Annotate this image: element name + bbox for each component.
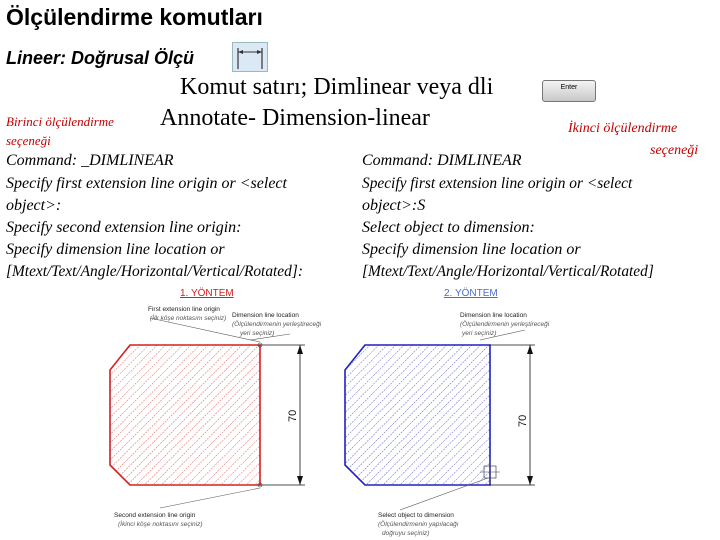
page-subtitle: Lineer: Doğrusal Ölçü — [6, 48, 195, 68]
m1-label-top: First extension line origin — [148, 306, 220, 313]
m1-label-mid-tr2: yeri seçiniz) — [240, 330, 275, 337]
dimlinear-icon — [232, 42, 268, 72]
left-line-1: Command: _DIMLINEAR — [6, 152, 174, 169]
right-line-4: Select object to dimension: — [362, 219, 535, 236]
right-option-line2: seçeneği — [650, 143, 699, 158]
right-line-6: [Mtext/Text/Angle/Horizontal/Vertical/Rotated] — [362, 263, 654, 280]
m2-dimension-value: 70 — [517, 414, 529, 427]
enter-key-icon: Enter — [542, 80, 596, 102]
left-line-3: object>: — [6, 197, 62, 214]
ribbon-path-text: Annotate- Dimension-linear — [160, 105, 430, 131]
method1-title: 1. YÖNTEM — [180, 288, 234, 299]
method1-drawing — [100, 300, 330, 515]
right-option-line1: İkinci ölçülendirme — [568, 121, 678, 136]
right-line-5: Specify dimension line location or — [362, 241, 581, 258]
right-line-3: object>:S — [362, 197, 426, 214]
m2-label-bottom: Select object to dimension — [378, 512, 454, 519]
m1-dimension-value: 70 — [287, 409, 299, 422]
m1-label-mid: Dimension line location — [232, 312, 299, 319]
left-line-5: Specify dimension line location or — [6, 241, 225, 258]
left-line-6: [Mtext/Text/Angle/Horizontal/Vertical/Rotated]: — [6, 263, 303, 280]
m1-label-bottom-tr: (İkinci köşe noktasını seçiniz) — [118, 521, 203, 528]
left-line-4: Specify second extension line origin: — [6, 219, 242, 236]
right-line-1: Command: DIMLINEAR — [362, 152, 522, 169]
method2-drawing — [330, 300, 560, 512]
m2-label-top-tr1: (Ölçülendirmenin yerleştireceği — [460, 321, 550, 328]
m1-label-top-tr: (İlk köşe noktasını seçiniz) — [150, 315, 227, 322]
m1-label-bottom: Second extension line origin — [114, 512, 196, 519]
m2-label-top-tr2: yeri seçiniz) — [462, 330, 497, 337]
m1-label-mid-tr1: (Ölçülendirmenin yerleştireceği — [232, 321, 322, 328]
method2-title: 2. YÖNTEM — [444, 288, 498, 299]
m2-label-bottom-tr1: (Ölçülendirmenin yapılacağı — [378, 521, 459, 528]
right-line-2: Specify first extension line origin or <select — [362, 175, 633, 192]
left-option-line2: seçeneği — [6, 133, 51, 148]
command-line-text: Komut satırı; Dimlinear veya dli — [180, 74, 494, 100]
m2-label-top: Dimension line location — [460, 312, 527, 319]
left-option-line1: Birinci ölçülendirme — [6, 114, 114, 129]
m1-shape — [110, 345, 260, 485]
m2-shape — [345, 345, 490, 485]
page-title: Ölçülendirme komutları — [6, 4, 263, 30]
left-line-2: Specify first extension line origin or <select — [6, 175, 287, 192]
m2-label-bottom-tr2: doğruyu seçiniz) — [382, 530, 430, 537]
